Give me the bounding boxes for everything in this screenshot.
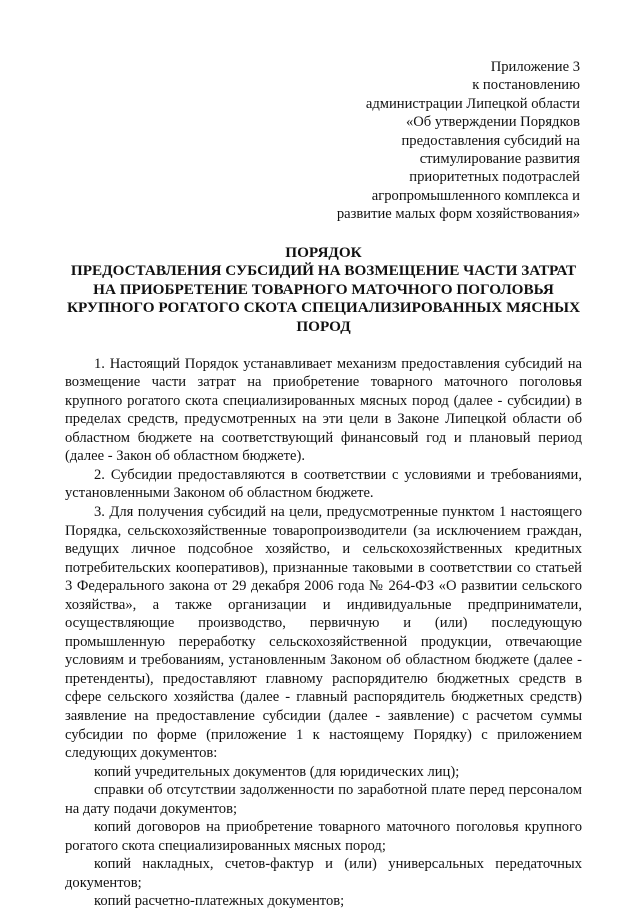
document-list-item: справки об отсутствии задолженности по заработной плате перед персоналом на дату подачи документов; xyxy=(65,782,582,817)
attachment-line: развитие малых форм хозяйствования» xyxy=(336,206,580,223)
paragraph-2: 2. Субсидии предоставляются в соответствии с условиями и требованиями, установленными Законом об областном бюджете. xyxy=(65,466,582,502)
attachment-line: администрации Липецкой области xyxy=(365,95,580,112)
attachment-line: агропромышленного комплекса и xyxy=(371,187,580,204)
title-line: НА ПРИОБРЕТЕНИЕ ТОВАРНОГО МАТОЧНОГО ПОГОЛОВЬЯ xyxy=(93,280,554,298)
attachment-line: приоритетных подотраслей xyxy=(409,169,580,186)
title-line: ПОРОД xyxy=(296,318,351,336)
attachment-line: стимулирование развития xyxy=(419,151,580,168)
document-title xyxy=(65,244,582,337)
paragraph-3: 3. Для получения субсидий на цели, предусмотренные пунктом 1 настоящего Порядка, сельскохозяйственные товаропроизводители (за исключением граждан, ведущих личное подсобное хозяйство, и сельскохозяйственных кредитных потребительских кооперативов), признанные таковыми в соответствии со статьей 3 Федерального закона от 29 декабря 2006 года № 264-ФЗ «О развитии сельского хозяйства», а также организации и индивидуальные предприниматели, осуществляющие производство, первичную и (или) последующую промышленную переработку сельскохозяйственной продукции, отвечающие условиям и требованиям, установленным Законом об областном бюджете (далее - претенденты), предоставляют главному распорядителю бюджетных средств в сфере сельского хозяйства (далее - главный распорядитель бюджетных средств) заявление на предоставление субсидии (далее - заявление) с расчетом суммы субсидии по форме (приложение 1 к настоящему Порядку) с приложением следующих документов: xyxy=(65,504,582,762)
document-list-item: копий расчетно-платежных документов; xyxy=(94,893,345,910)
attachment-line: к постановлению xyxy=(472,77,580,94)
attachment-header xyxy=(65,58,580,224)
document-list-item: копий накладных, счетов-фактур и (или) универсальных передаточных документов; xyxy=(65,856,582,891)
title-line: КРУПНОГО РОГАТОГО СКОТА СПЕЦИАЛИЗИРОВАННЫХ МЯСНЫХ xyxy=(66,299,581,317)
paragraph-1: 1. Настоящий Порядок устанавливает механизм предоставления субсидий на возмещение части затрат на приобретение товарного маточного поголовья крупного рогатого скота специализированных мясных пород (далее - субсидии) в пределах средств, предусмотренных на эти цели в Законе Липецкой области об областном бюджете на соответствующий финансовый год и плановый период (далее - Закон об областном бюджете). xyxy=(65,355,582,465)
document-list-item: копий учредительных документов (для юридических лиц); xyxy=(94,763,460,780)
document-list-item: копий договоров на приобретение товарного маточного поголовья крупного рогатого скота специализированных мясных пород; xyxy=(65,819,582,854)
document-body xyxy=(65,355,582,911)
title-line: ПОРЯДОК xyxy=(285,243,362,261)
title-line: ПРЕДОСТАВЛЕНИЯ СУБСИДИЙ НА ВОЗМЕЩЕНИЕ ЧАСТИ ЗАТРАТ xyxy=(70,262,577,280)
attachment-line: Приложение 3 xyxy=(490,59,580,75)
attachment-line: «Об утверждении Порядков xyxy=(405,114,580,131)
attachment-line: предоставления субсидий на xyxy=(401,132,580,149)
